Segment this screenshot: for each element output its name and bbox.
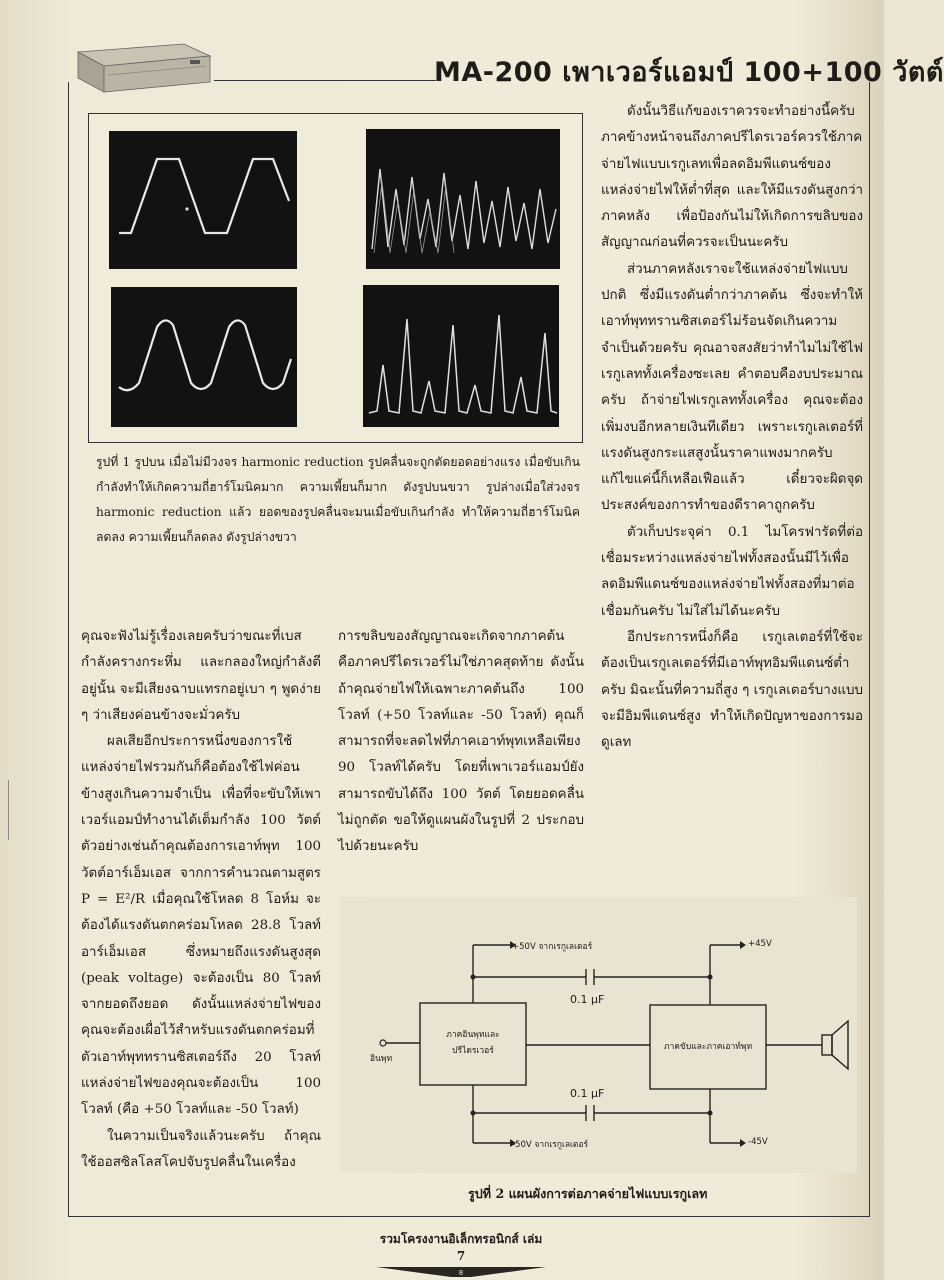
page-footer <box>376 1230 546 1277</box>
scope-photo-bottom-right <box>363 285 559 427</box>
paragraph: อีกประการหนึ่งก็คือ เรกูเลเตอร์ที่ใช้จะต้องเป็นเรกูเลเตอร์ที่มีเอาท์พุทอิมพีแดนซ์ต่ำครับ มิฉะนั้นที่ความถี่สูง ๆ เรกูเลเตอร์บางแบบจะมีอิมพีแดนซ์สูง ทำให้เกิดปัญหาของการมอดูเลท <box>601 629 863 751</box>
paragraph: ผลเสียอีกประการหนึ่งของการใช้แหล่งจ่ายไฟรวมกันก็คือต้องใช้ไฟค่อนข้างสูงเกินความจำเป็น เพื่อที่จะขับให้เพาเวอร์แอมป์ทำงานได้เต็มกำลัง 100 วัตต์ ตัวอย่างเช่นถ้าคุณต้องการเอาท์พุท 100 วัตต์อาร์เอ็มเอส จากการคำนวณตามสูตร P = E²/R เมื่อคุณใช้โหลด 8 โอห์ม จะต้องได้แรงดันตกคร่อมโหลด 28.8 โวลท์อาร์เอ็มเอส ซึ่งหมายถึงแรงดันสูงสุด (peak voltage) จะต้องเป็น 80 โวลท์จากยอดถึงยอด ดังนั้นแหล่งจ่ายไฟของคุณจะต้องเผื่อไว้สำหรับแรงดันตกคร่อมที่ตัวเอาท์พุททรานซิสเตอร์ถึง 20 โวลท์ แหล่งจ่ายไฟของคุณจะต้องเป็น 100 โวลท์ (คือ +50 โวลท์และ -50 โวลท์) <box>81 734 321 1118</box>
page-number: 8 <box>458 1269 464 1277</box>
right-text-column <box>601 99 863 756</box>
scope-photo-bottom-left <box>111 287 297 427</box>
paragraph: ในความเป็นจริงแล้วนะครับ ถ้าคุณใช้ออสซิลโลสโคปจับรูปคลื่นในเครื่อง <box>81 1128 321 1170</box>
page-edge-mark <box>0 780 9 840</box>
left-text-column <box>81 624 321 1176</box>
label-plus50-regulator: +50V จากเรกูเลเตอร์ <box>512 942 593 952</box>
paragraph: ตัวเก็บประจุค่า 0.1 ไมโครฟารัดที่ต่อเชื่อมระหว่างแหล่งจ่ายไฟทั้งสองนั้นมีไว้เพื่อลดอิมพีแดนซ์ของแหล่งจ่ายไฟทั้งสองที่มาต่อเชื่อมกันครับ ไม่ใส่ไม่ได้นะครับ <box>601 524 863 619</box>
capacitor-bottom-label: 0.1 µF <box>570 1087 605 1100</box>
scope-photo-top-right <box>366 129 560 269</box>
block-input-pre-driver <box>420 1027 526 1059</box>
block-pre-line-2: ปรีไดรเวอร์ <box>452 1046 494 1056</box>
footer-ribbon <box>376 1267 546 1277</box>
input-label: อินพุท <box>370 1054 393 1064</box>
page-title: MA-200 เพาเวอร์แอมป์ 100+100 วัตต์ <box>434 57 944 88</box>
figure-1-caption: รูปที่ 1 รูปบน เมื่อไม่มีวงจร harmonic reduction รูปคลื่นจะถูกตัดยอดอย่างแรง เมื่อขับเกินกำลังทำให้เกิดความถี่ฮาร์โมนิคมาก ความเพี้ยนก็มาก ดังรูปบนขวา รูปล่างเมื่อใส่วงจร harmonic reduction แล้ว ยอดของรูปคลื่นจะมนเมื่อขับเกินกำลัง ทำให้ความถี่ฮาร์โมนิคลดลง ความเพี้ยนก็ลดลง ดังรูปล่างขวา <box>96 455 580 544</box>
book-title: รวมโครงงานอิเล็กทรอนิกส์ เล่ม 7 <box>379 1232 543 1263</box>
figure-2-diagram <box>340 897 857 1173</box>
block-pre-line-1: ภาคอินพุทและ <box>446 1030 500 1040</box>
middle-text-column <box>338 624 584 861</box>
scope-photo-top-left <box>109 131 297 269</box>
paragraph: คุณจะฟังไม่รู้เรื่องเลยครับว่าขณะที่เบสกำลังครางกระหึ่ม และกลองใหญ่กำลังตีอยู่นั้น จะมีเสียงฉาบแทรกอยู่เบา ๆ พูดง่าย ๆ ว่าเสียงค่อนข้างจะมั่วครับ <box>81 629 321 723</box>
block-driver-output: ภาคขับและภาคเอาท์พุท <box>663 1042 753 1052</box>
capacitor-top-label: 0.1 µF <box>570 993 605 1006</box>
figure-2-caption: รูปที่ 2 แผนผังการต่อภาคจ่ายไฟแบบเรกูเลท <box>468 1186 708 1201</box>
paragraph: ส่วนภาคหลังเราจะใช้แหล่งจ่ายไฟแบบปกติ ซึ่งมีแรงดันต่ำกว่าภาคต้น ซึ่งจะทำให้เอาท์พุททรานซิสเตอร์ไม่ร้อนจัดเกินความจำเป็นด้วยครับ คุณอาจสงสัยว่าทำไมไม่ใช้ไฟเรกูเลททั้งเครื่องซะเลย คำตอบคืองบประมาณครับ ถ้าจ่ายไฟเรกูเลททั้งเครื่อง คุณจะต้องเพิ่มงบอีกหลายเงินทีเดียว เพราะเรกูเลเตอร์ที่แรงดันสูงกระแสสูงนั้นราคาแพงมากครับ แก้ไขแค่นี้ก็เหลือเฟือแล้ว เดี๋ยวจะผิดจุดประสงค์ของการทำของดีราคาถูกครับ <box>601 261 863 514</box>
paragraph: ดังนั้นวิธีแก้ของเราควรจะทำอย่างนี้ครับ ภาคข้างหน้าจนถึงภาคปรีไดรเวอร์ควรใช้ภาคจ่ายไฟแบบเรกูเลทเพื่อลดอิมพีแดนซ์ของแหล่งจ่ายไฟให้ต่ำที่สุด และให้มีแรงดันสูงกว่าภาคหลัง เพื่อป้องกันไม่ให้เกิดการขลิบของสัญญาณก่อนที่ควรจะเป็นนะครับ <box>601 104 863 251</box>
label-minus50-regulator: -50V จากเรกูเลเตอร์ <box>512 1140 589 1150</box>
label-minus45: -45V <box>748 1137 768 1147</box>
label-plus45: +45V <box>748 939 772 949</box>
figure-1-photo-box <box>88 113 583 443</box>
title-rule <box>214 80 436 81</box>
paragraph: การขลิบของสัญญาณจะเกิดจากภาคต้น คือภาคปรีไดรเวอร์ไม่ใช่ภาคสุดท้าย ดังนั้นถ้าคุณจ่ายไฟให้เฉพาะภาคต้นถึง 100 โวลท์ (+50 โวลท์และ -50 โวลท์) คุณก็สามารถที่จะลดไฟที่ภาคเอาท์พุทเหลือเพียง 90 โวลท์ได้ครับ โดยที่เพาเวอร์แอมป์ยังสามารถขับได้ถึง 100 วัตต์ โดยยอดคลื่นไม่ถูกตัด ขอให้ดูแผนผังในรูปที่ 2 ประกอบไปด้วยนะครับ <box>338 629 584 855</box>
